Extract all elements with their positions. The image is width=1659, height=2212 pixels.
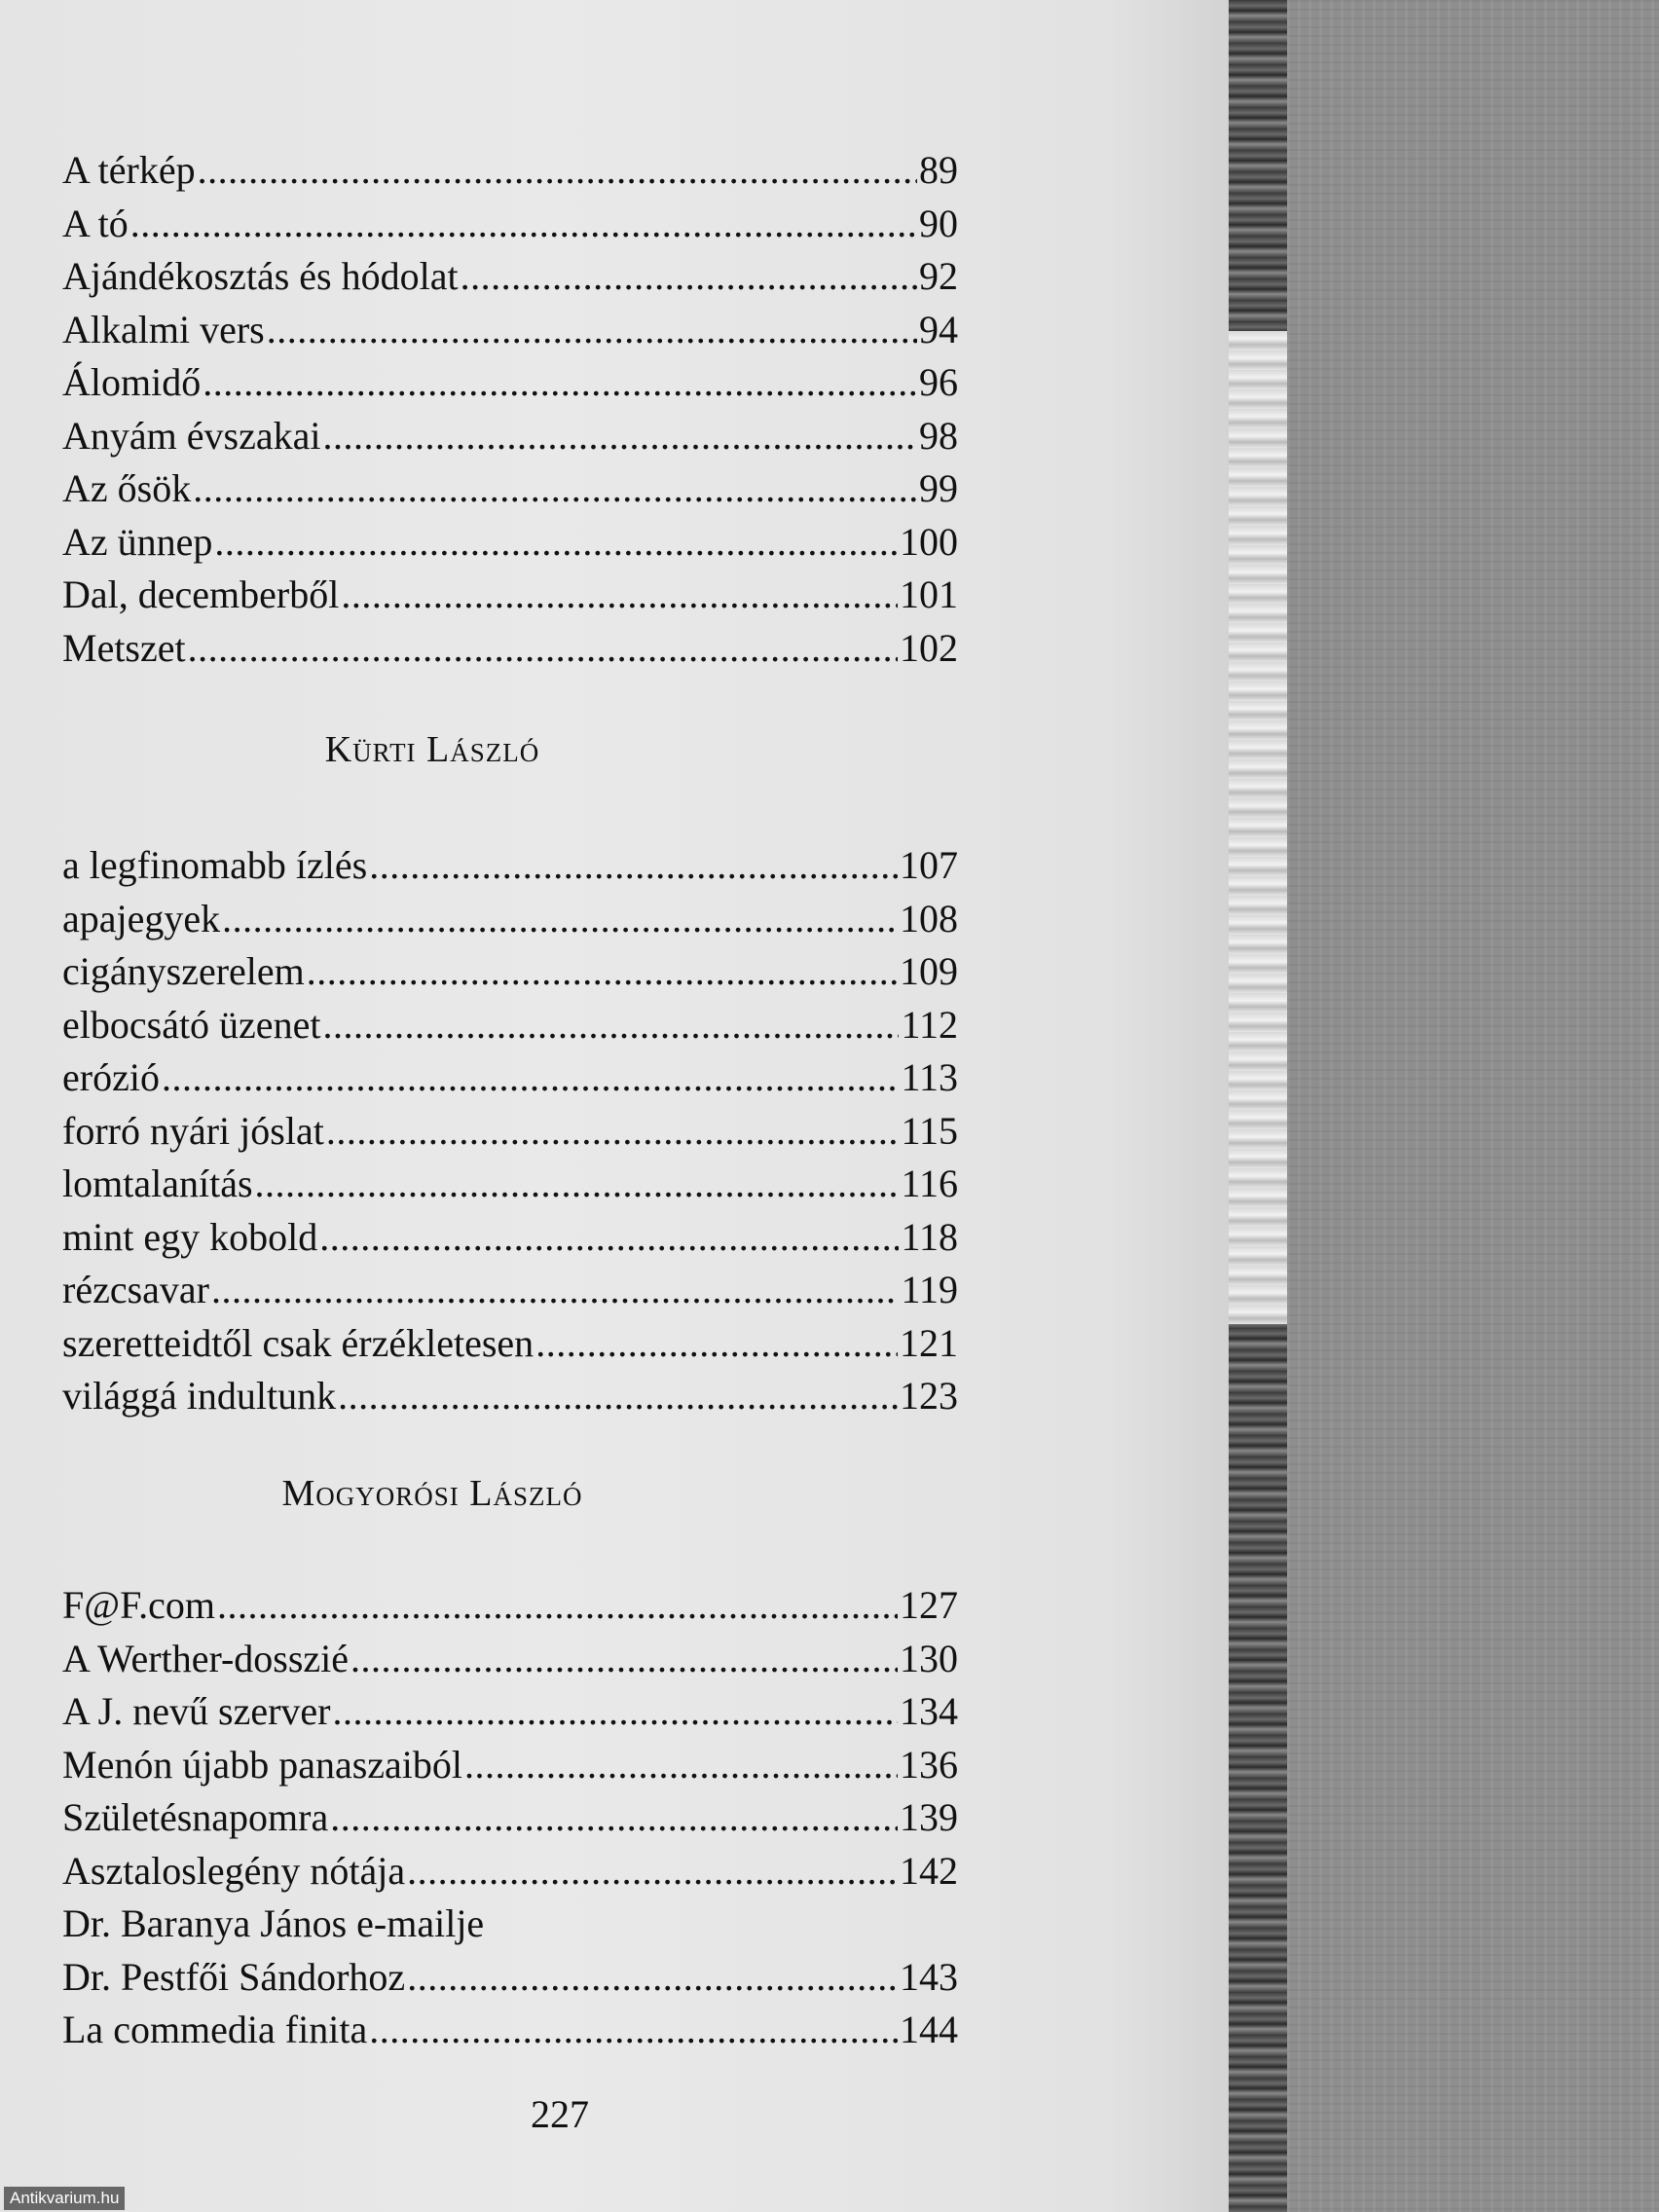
dot-leader <box>222 893 898 945</box>
watermark: Antikvarium.hu <box>4 2187 125 2210</box>
dot-leader <box>255 1158 900 1210</box>
author-heading: Kürti László <box>324 729 540 770</box>
entry-page: 94 <box>919 307 958 351</box>
entry-title: Születésnapomra <box>62 1795 329 1839</box>
dot-leader <box>322 410 917 462</box>
entry-page: 113 <box>901 1055 958 1099</box>
toc-entry <box>62 250 958 304</box>
entry-title: Az ünnep <box>62 519 213 564</box>
toc-entry <box>62 516 958 570</box>
entry-page: 115 <box>901 1108 958 1153</box>
entry-page: 130 <box>900 1636 958 1680</box>
toc-entry <box>62 1685 958 1739</box>
dot-leader <box>350 1633 898 1685</box>
entry-title: világgá indultunk <box>62 1374 337 1418</box>
entry-title: Az ősök <box>62 466 192 510</box>
entry-title: Ajándékosztás és hódolat <box>62 254 459 298</box>
toc-entry <box>62 569 958 622</box>
dot-leader <box>322 999 899 1051</box>
entry-page: 112 <box>901 1002 958 1047</box>
dot-leader <box>203 356 917 409</box>
entry-title: Alkalmi vers <box>62 307 265 351</box>
entry-title: Menón újabb panaszaiból <box>62 1742 462 1787</box>
entry-title: Anyám évszakai <box>62 413 321 458</box>
dot-leader <box>267 304 917 356</box>
entry-title: Dr. Pestfői Sándorhoz <box>62 1954 406 1999</box>
entry-title: A Werther-dosszié <box>62 1636 350 1680</box>
toc-entry <box>62 1158 958 1211</box>
dot-leader <box>369 2004 898 2056</box>
toc-entry <box>62 1264 958 1317</box>
entry-page: 102 <box>900 625 958 670</box>
entry-title: A tó <box>62 201 129 245</box>
entry-title: A J. nevű szerver <box>62 1689 331 1733</box>
dot-leader <box>214 516 898 569</box>
toc-entry <box>62 1845 958 1899</box>
author-heading: Mogyorósi László <box>281 1473 583 1514</box>
entry-title: Dal, decemberből <box>62 572 340 616</box>
toc-entry <box>62 1898 958 1951</box>
entry-title: a legfinomabb ízlés <box>62 843 368 887</box>
entry-title: Álomidő <box>62 360 202 404</box>
entry-title: mint egy kobold <box>62 1214 318 1259</box>
dot-leader <box>326 1105 900 1158</box>
dot-leader <box>535 1317 898 1370</box>
dot-leader <box>198 144 917 197</box>
entry-page: 116 <box>901 1161 958 1205</box>
entry-title: szeretteidtől csak érzékletesen <box>62 1320 535 1365</box>
dot-leader <box>330 1791 898 1844</box>
entry-page: 90 <box>919 201 958 245</box>
page-number: 227 <box>531 2092 589 2136</box>
dot-leader <box>211 1264 900 1316</box>
entry-title: apajegyek <box>62 896 221 940</box>
entry-title: elbocsátó üzenet <box>62 1002 321 1047</box>
toc-entry <box>62 839 958 893</box>
entry-title: erózió <box>62 1055 160 1099</box>
dot-leader <box>332 1685 898 1738</box>
entry-page: 98 <box>919 413 958 458</box>
dot-leader <box>319 1211 899 1264</box>
dot-leader <box>217 1579 898 1632</box>
toc-entry <box>62 1951 958 2005</box>
dot-leader <box>461 250 917 303</box>
entry-page: 119 <box>901 1268 958 1311</box>
entry-page: 127 <box>900 1583 958 1627</box>
toc-entry <box>62 622 958 676</box>
dot-leader <box>464 1739 898 1791</box>
toc-entry <box>62 1633 958 1686</box>
entry-page: 121 <box>900 1320 958 1365</box>
entry-page: 144 <box>900 2008 958 2051</box>
dot-leader <box>407 1951 898 2004</box>
toc-entry <box>62 1579 958 1633</box>
dot-leader <box>369 839 898 892</box>
toc-entry <box>62 1370 958 1423</box>
entry-page: 92 <box>919 254 958 298</box>
toc-section <box>62 144 958 675</box>
wood-surface <box>1287 0 1659 2212</box>
toc-section <box>62 839 958 1423</box>
entry-page: 96 <box>919 360 958 404</box>
entry-page: 99 <box>919 466 958 510</box>
dot-leader <box>407 1845 898 1898</box>
toc-entry <box>62 410 958 463</box>
toc-entry <box>62 893 958 946</box>
entry-title: Asztaloslegény nótája <box>62 1848 406 1893</box>
dot-leader <box>193 462 917 515</box>
toc-entry <box>62 1211 958 1265</box>
toc-entry <box>62 198 958 251</box>
entry-title: Metszet <box>62 625 186 670</box>
entry-page: 143 <box>900 1954 958 1999</box>
toc-entry <box>62 999 958 1052</box>
entry-title: F@F.com <box>62 1583 215 1627</box>
dot-leader <box>307 945 898 998</box>
dot-leader <box>341 569 898 621</box>
entry-page: 109 <box>900 949 958 993</box>
entry-page: 139 <box>900 1795 958 1839</box>
dot-leader <box>338 1370 898 1422</box>
toc-entry <box>62 462 958 516</box>
entry-page: 100 <box>900 519 958 564</box>
entry-title: La commedia finita <box>62 2008 368 2051</box>
toc-entry <box>62 945 958 999</box>
entry-title: A térkép <box>62 148 196 192</box>
toc-entry <box>62 1739 958 1792</box>
entry-page: 142 <box>900 1848 958 1893</box>
toc-entry <box>62 356 958 410</box>
toc-entry <box>62 1791 958 1845</box>
entry-page: 136 <box>900 1742 958 1787</box>
entry-page: 107 <box>900 843 958 887</box>
toc-entry <box>62 304 958 357</box>
entry-page: 118 <box>901 1214 958 1259</box>
toc-entry <box>62 1105 958 1159</box>
entry-title: forró nyári jóslat <box>62 1108 324 1153</box>
page-stack-edge-light <box>1229 331 1287 1324</box>
dot-leader <box>162 1051 900 1104</box>
toc-entry <box>62 1051 958 1105</box>
entry-page: 101 <box>900 572 958 616</box>
entry-page: 123 <box>900 1374 958 1418</box>
entry-page: 108 <box>900 896 958 940</box>
toc-entry <box>62 2004 958 2057</box>
entry-title: lomtalanítás <box>62 1161 253 1205</box>
toc-entry <box>62 1317 958 1371</box>
entry-page: 89 <box>919 148 958 192</box>
toc-entry <box>62 144 958 198</box>
dot-leader <box>188 622 898 675</box>
entry-title: cigányszerelem <box>62 949 305 993</box>
entry-page: 134 <box>900 1689 958 1733</box>
dot-leader <box>130 198 917 250</box>
entry-title: Dr. Baranya János e-mailje <box>62 1901 485 1945</box>
toc-section <box>62 1579 958 2057</box>
entry-title: rézcsavar <box>62 1268 209 1311</box>
